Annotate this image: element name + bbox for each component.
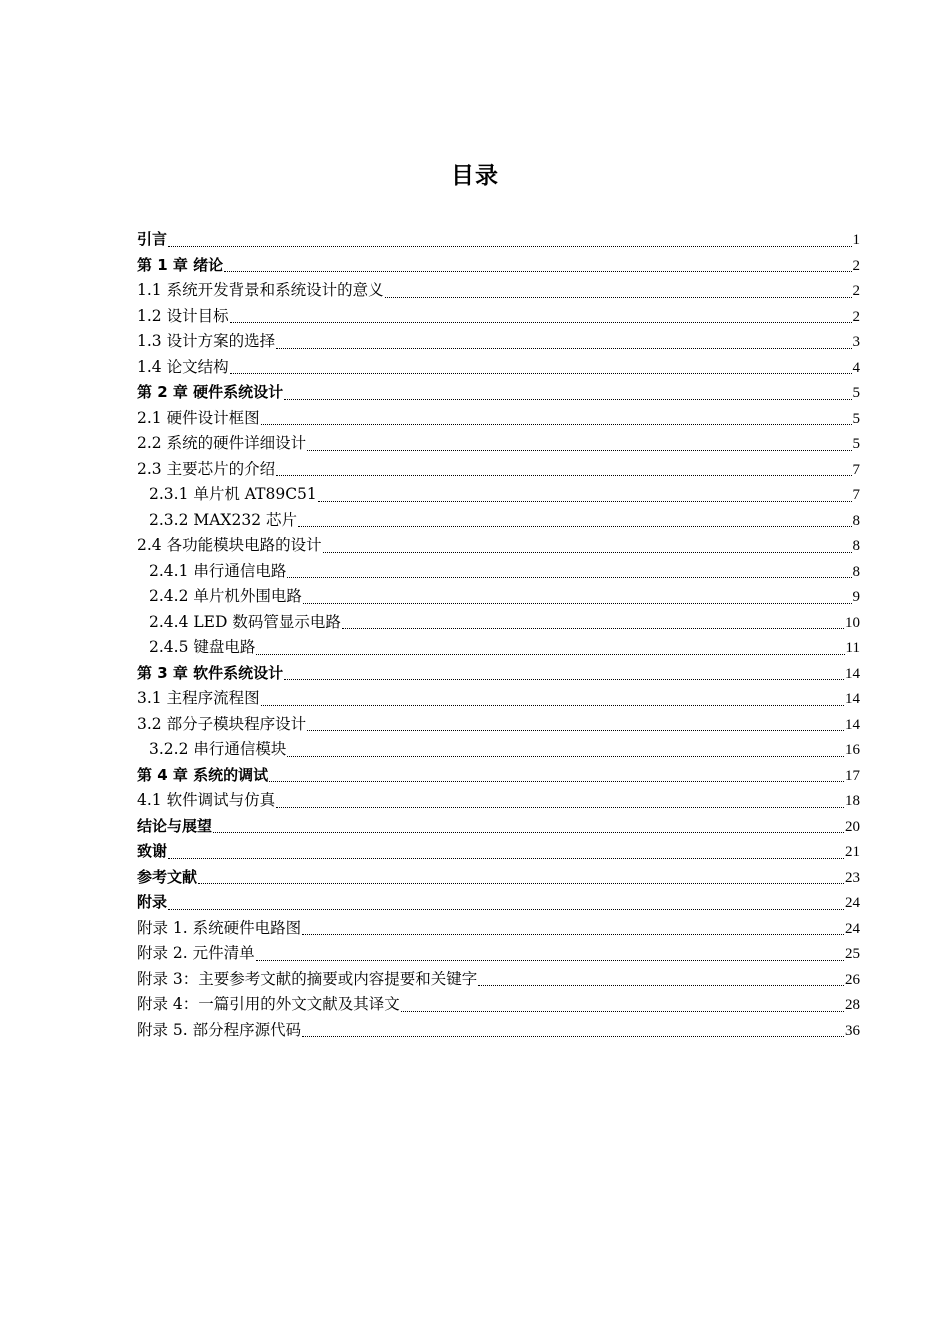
toc-entry-title: 3.2 部分子模块程序设计 [137, 714, 307, 733]
dot-leader [287, 577, 851, 578]
toc-entry-page-number: 20 [845, 818, 860, 835]
dot-leader [318, 501, 852, 502]
toc-entry[interactable] [137, 610, 860, 636]
dot-leader [284, 399, 851, 400]
toc-entry-page-number: 8 [852, 512, 860, 529]
dot-leader [276, 807, 844, 808]
toc-entry-page-number: 9 [852, 589, 860, 605]
page-title: 目录 [451, 163, 499, 189]
toc-entry-page-number: 26 [845, 971, 860, 988]
dot-leader [342, 628, 844, 629]
dot-leader [168, 858, 844, 859]
toc-entry-title: 2.4.4 LED 数码管显示电路 [149, 612, 341, 631]
toc-entry[interactable] [137, 865, 860, 891]
dot-leader [401, 1011, 844, 1012]
toc-entry-title: 3.2.2 串行通信模块 [149, 740, 287, 758]
toc-entry-title: 引言 [137, 230, 168, 248]
dot-leader [168, 246, 851, 247]
toc-entry-title: 附录 1. 系统硬件电路图 [137, 918, 302, 937]
toc-entry-page-number: 8 [852, 563, 860, 580]
toc-entry-page-number: 4 [852, 359, 860, 376]
toc-entry-page-number: 17 [845, 767, 860, 784]
toc-entry-title: 1.2 设计目标 [137, 306, 229, 325]
toc-entry-page-number: 7 [852, 461, 860, 478]
toc-entry[interactable] [137, 431, 860, 457]
toc-entry[interactable] [137, 559, 860, 585]
toc-entry[interactable] [137, 253, 860, 279]
toc-entry-page-number: 1 [852, 232, 860, 248]
dot-leader [307, 730, 844, 731]
dot-leader [385, 297, 852, 298]
toc-entry-title: 1.3 设计方案的选择 [137, 332, 276, 350]
dot-leader [478, 985, 844, 986]
toc-entry-page-number: 16 [845, 742, 860, 758]
toc-entry-page-number: 25 [845, 946, 860, 962]
toc-entry-title: 4.1 软件调试与仿真 [137, 791, 276, 809]
toc-entry-page-number: 11 [845, 640, 860, 656]
toc-entry-page-number: 24 [845, 895, 860, 911]
toc-entry-title: 3.1 主程序流程图 [137, 689, 260, 707]
toc-entry[interactable] [137, 839, 860, 865]
dot-leader [303, 603, 852, 604]
dot-leader [269, 781, 844, 782]
toc-entry[interactable] [137, 686, 860, 712]
toc-entry[interactable] [137, 304, 860, 330]
toc-entry[interactable] [137, 941, 860, 967]
toc-entry[interactable] [137, 890, 860, 916]
toc-entry-title: 附录 2. 元件清单 [137, 944, 255, 962]
dot-leader [284, 679, 844, 680]
toc-entry-page-number: 5 [852, 410, 860, 427]
toc-entry[interactable] [137, 329, 860, 355]
toc-entry[interactable] [137, 355, 860, 381]
toc-entry[interactable] [137, 584, 860, 610]
toc-entry[interactable] [137, 763, 860, 789]
toc-entry[interactable] [137, 635, 860, 661]
toc-entry-title: 1.1 系统开发背景和系统设计的意义 [137, 281, 384, 299]
toc-entry-title: 第 3 章 软件系统设计 [137, 663, 284, 682]
toc-entry-title: 附录 5. 部分程序源代码 [137, 1020, 302, 1039]
dot-leader [298, 526, 852, 527]
toc-entry-page-number: 23 [845, 869, 860, 886]
dot-leader [168, 909, 844, 910]
toc-entry-page-number: 36 [845, 1022, 860, 1039]
toc-entry-title: 1.4 论文结构 [137, 357, 229, 376]
dot-leader [261, 705, 844, 706]
toc-entry-title: 参考文献 [137, 867, 198, 886]
toc-entry-title: 附录 4：一篇引用的外文文献及其译文 [137, 995, 400, 1013]
toc-entry-page-number: 3 [852, 334, 860, 350]
toc-entry[interactable] [137, 814, 860, 840]
toc-entry[interactable] [137, 508, 860, 534]
toc-entry-title: 附录 3：主要参考文献的摘要或内容提要和关键字 [137, 969, 478, 988]
toc-entry[interactable] [137, 661, 860, 687]
toc-entry-page-number: 18 [845, 793, 860, 809]
toc-entry[interactable] [137, 992, 860, 1018]
toc-entry-page-number: 2 [852, 257, 860, 274]
toc-entry-page-number: 7 [852, 487, 860, 503]
toc-entry-title: 第 4 章 系统的调试 [137, 765, 269, 784]
toc-entry[interactable] [137, 712, 860, 738]
toc-entry-title: 第 2 章 硬件系统设计 [137, 383, 284, 401]
toc-entry[interactable] [137, 788, 860, 814]
toc-entry-page-number: 14 [845, 716, 860, 733]
toc-entry-page-number: 14 [845, 691, 860, 707]
toc-entry-page-number: 10 [845, 614, 860, 631]
dot-leader [224, 271, 851, 272]
toc-entry-title: 2.4.2 单片机外围电路 [149, 587, 302, 605]
toc-entry-title: 2.4 各功能模块电路的设计 [137, 536, 322, 554]
dot-leader [276, 348, 851, 349]
toc-entry-title: 2.2 系统的硬件详细设计 [137, 434, 307, 452]
dot-leader [198, 883, 844, 884]
dot-leader [256, 960, 844, 961]
toc-entry-page-number: 24 [845, 920, 860, 937]
toc-entry[interactable] [137, 967, 860, 993]
toc-entry-title: 2.4.1 串行通信电路 [149, 561, 287, 580]
toc-entry-page-number: 2 [852, 283, 860, 299]
toc-entry-page-number: 14 [845, 665, 860, 682]
toc-entry-title: 结论与展望 [137, 816, 213, 835]
toc-entry-title: 致谢 [137, 842, 168, 860]
dot-leader [261, 424, 852, 425]
toc-entry-title: 2.3.1 单片机 AT89C51 [149, 485, 317, 503]
toc-entry-page-number: 5 [852, 385, 860, 401]
toc-entry[interactable] [137, 380, 860, 406]
toc-entry[interactable] [137, 278, 860, 304]
dot-leader [230, 322, 852, 323]
toc-entry-page-number: 28 [845, 997, 860, 1013]
dot-leader [230, 373, 852, 374]
toc-entry[interactable] [137, 1018, 860, 1044]
dot-leader [256, 654, 844, 655]
toc-entry[interactable] [137, 457, 860, 483]
dot-leader [323, 552, 852, 553]
toc-entry-page-number: 2 [852, 308, 860, 325]
dot-leader [302, 1036, 844, 1037]
table-of-contents [137, 227, 860, 1043]
toc-entry[interactable] [137, 406, 860, 432]
toc-entry-title: 2.3.2 MAX232 芯片 [149, 510, 297, 529]
dot-leader [276, 475, 851, 476]
toc-entry-page-number: 8 [852, 538, 860, 554]
dot-leader [307, 450, 851, 451]
toc-entry-title: 附录 [137, 893, 168, 911]
toc-entry-title: 第 1 章 绪论 [137, 255, 224, 274]
dot-leader [302, 934, 844, 935]
toc-entry[interactable] [137, 533, 860, 559]
toc-entry-title: 2.1 硬件设计框图 [137, 408, 260, 427]
toc-entry-page-number: 21 [845, 844, 860, 860]
toc-entry[interactable] [137, 482, 860, 508]
toc-entry[interactable] [137, 737, 860, 763]
toc-entry-title: 2.3 主要芯片的介绍 [137, 459, 276, 478]
dot-leader [213, 832, 844, 833]
dot-leader [287, 756, 844, 757]
toc-entry-title: 2.4.5 键盘电路 [149, 638, 256, 656]
toc-entry-page-number: 5 [852, 436, 860, 452]
toc-entry[interactable] [137, 916, 860, 942]
toc-entry[interactable] [137, 227, 860, 253]
